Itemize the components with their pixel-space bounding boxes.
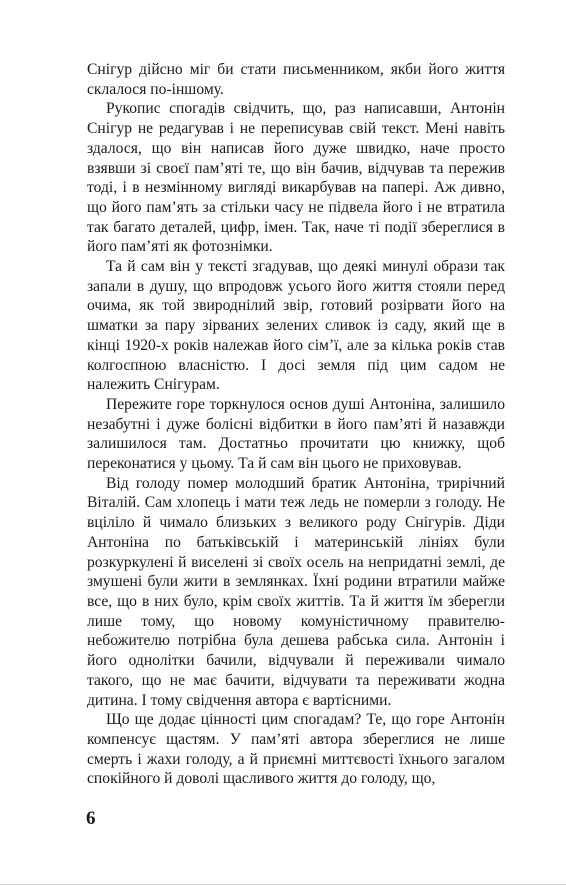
page-number: 6 <box>86 808 96 829</box>
paragraph-4: Пережите горе торкнулося основ душі Антоніна, залишило незабутні і дуже болісні відбитки в його пам’яті й назавжди залишилося там. Достатньо прочитати цю книжку, щоб переконатися у цьому. Та й сам він цього не приховував. <box>87 395 505 473</box>
paragraph-5: Від голоду помер молодший братик Антоніна, трирічний Віталій. Сам хлопець і мати теж ледь не померли з голоду. Не вціліло й чимало близьких з великого роду Снігурів. Діди Антоніна по батьківській і материнській лініях були розкуркулені й виселені зі своїх осель на непридатні землі, де змушені були жити в землянках. Їхні родини втратили майже все, що в них було, крім своїх життів. Та й життя їм зберегли лише тому, що новому комуністичному правителю-небожителю потрібна була дешева рабська сила. Антонін і його однолітки бачили, відчували й переживали чимало такого, що не має бачити, відчувати та переживати жодна дитина. І тому свідчення автора є вартісними. <box>87 474 505 709</box>
body-text <box>87 60 505 789</box>
paragraph-6: Що ще додає цінності цим спогадам? Те, що горе Антонін компенсує щастям. У пам’яті автора збереглися не лише смерть і жахи голоду, а й приємні миттєвості їхнього загалом спокійного й доволі щасливого життя до голоду, що, <box>87 711 505 788</box>
paragraph-1: Снігур дійсно міг би стати письменником, якби його життя склалося по-іншому. <box>87 61 505 98</box>
paragraph-2: Рукопис спогадів свідчить, що, раз написавши, Антонін Снігур не редагував і не переписував свій текст. Мені навіть здалося, що він написав його дуже швидко, наче просто взявши зі своєї пам’яті те, що він бачив, відчував та пережив тоді, і в незмінному вигляді викарбував на папері. Аж дивно, що його пам’ять за стільки часу не підвела його і не втратила так багато деталей, цифр, імен. Так, наче ті події збереглися в його пам’яті як фотознімки. <box>87 100 505 256</box>
paragraph-3: Та й сам він у тексті згадував, що деякі минулі образи так запали в душу, що впродовж усього його життя стояли перед очима, як той звироднілий звір, готовий розірвати його на шматки за пару зірваних зелених сливок із саду, який ще в кінці 1920-х років належав його сім’ї, але за кілька років став колгоспною власністю. І досі земля під цим садом не належить Снігурам. <box>87 258 505 394</box>
